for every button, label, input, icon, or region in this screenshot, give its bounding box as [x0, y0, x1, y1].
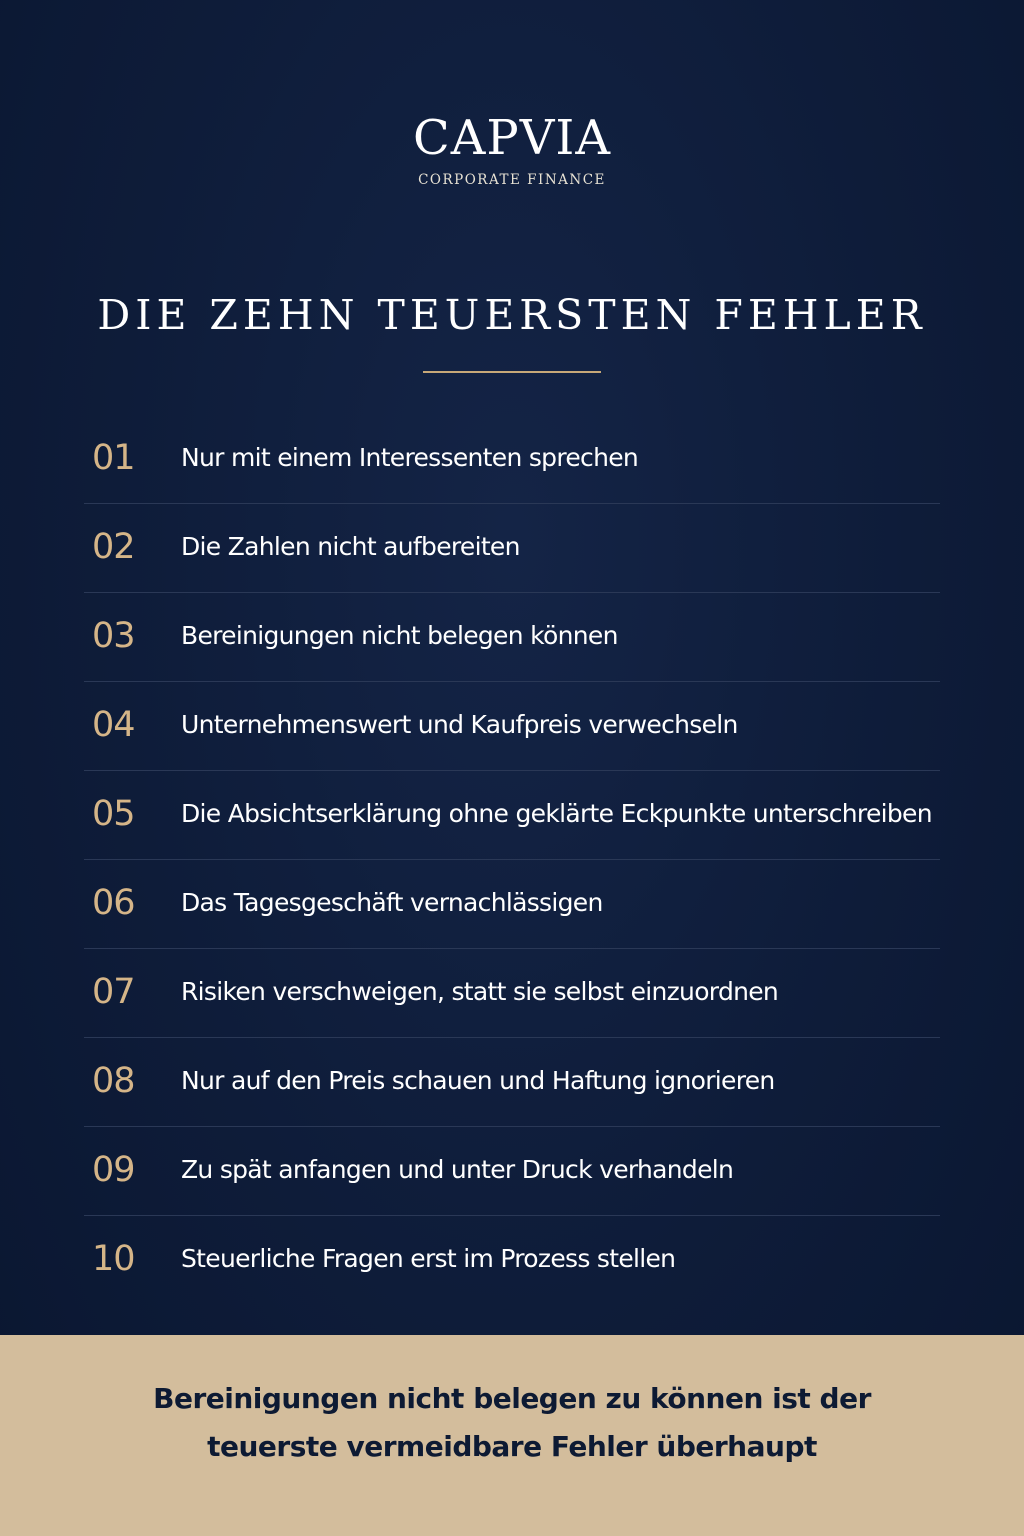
page-title: DIE ZEHN TEUERSTEN FEHLER — [97, 291, 927, 339]
item-number: 02 — [92, 527, 135, 567]
list-item — [84, 1127, 940, 1216]
item-number: 01 — [92, 438, 135, 478]
list-item — [84, 949, 940, 1038]
list-item — [84, 415, 940, 504]
footer-banner — [0, 1335, 1024, 1536]
brand-logo — [0, 110, 1024, 188]
item-text: Risiken verschweigen, statt sie selbst einzuordnen — [181, 977, 779, 1006]
list-item — [84, 504, 940, 593]
item-number: 06 — [92, 883, 135, 923]
item-text: Zu spät anfangen und unter Druck verhandeln — [181, 1155, 734, 1184]
item-number: 04 — [92, 705, 135, 745]
item-text: Bereinigungen nicht belegen können — [181, 621, 618, 650]
mistakes-list — [84, 415, 940, 1304]
item-text: Nur auf den Preis schauen und Haftung ignorieren — [181, 1066, 775, 1095]
list-item — [84, 682, 940, 771]
brand-name: CAPVIA — [413, 110, 611, 166]
footer-statement — [0, 1375, 1024, 1471]
list-item — [84, 593, 940, 682]
list-item — [84, 1216, 940, 1304]
footer-line-1: Bereinigungen nicht belegen zu können ist der — [153, 1382, 871, 1415]
item-text: Das Tagesgeschäft vernachlässigen — [181, 888, 603, 917]
item-number: 07 — [92, 972, 135, 1012]
item-text: Die Absichtserklärung ohne geklärte Eckpunkte unterschreiben — [181, 799, 932, 828]
title-divider — [423, 371, 601, 373]
list-item — [84, 771, 940, 860]
item-number: 10 — [92, 1239, 135, 1279]
item-text: Steuerliche Fragen erst im Prozess stellen — [181, 1244, 676, 1273]
item-text: Unternehmenswert und Kaufpreis verwechseln — [181, 710, 738, 739]
item-text: Die Zahlen nicht aufbereiten — [181, 532, 520, 561]
footer-line-2: teuerste vermeidbare Fehler überhaupt — [207, 1430, 817, 1463]
item-number: 09 — [92, 1150, 135, 1190]
brand-subtitle: CORPORATE FINANCE — [418, 172, 606, 188]
item-number: 03 — [92, 616, 135, 656]
list-item — [84, 1038, 940, 1127]
list-item — [84, 860, 940, 949]
item-text: Nur mit einem Interessenten sprechen — [181, 443, 639, 472]
item-number: 05 — [92, 794, 135, 834]
item-number: 08 — [92, 1061, 135, 1101]
